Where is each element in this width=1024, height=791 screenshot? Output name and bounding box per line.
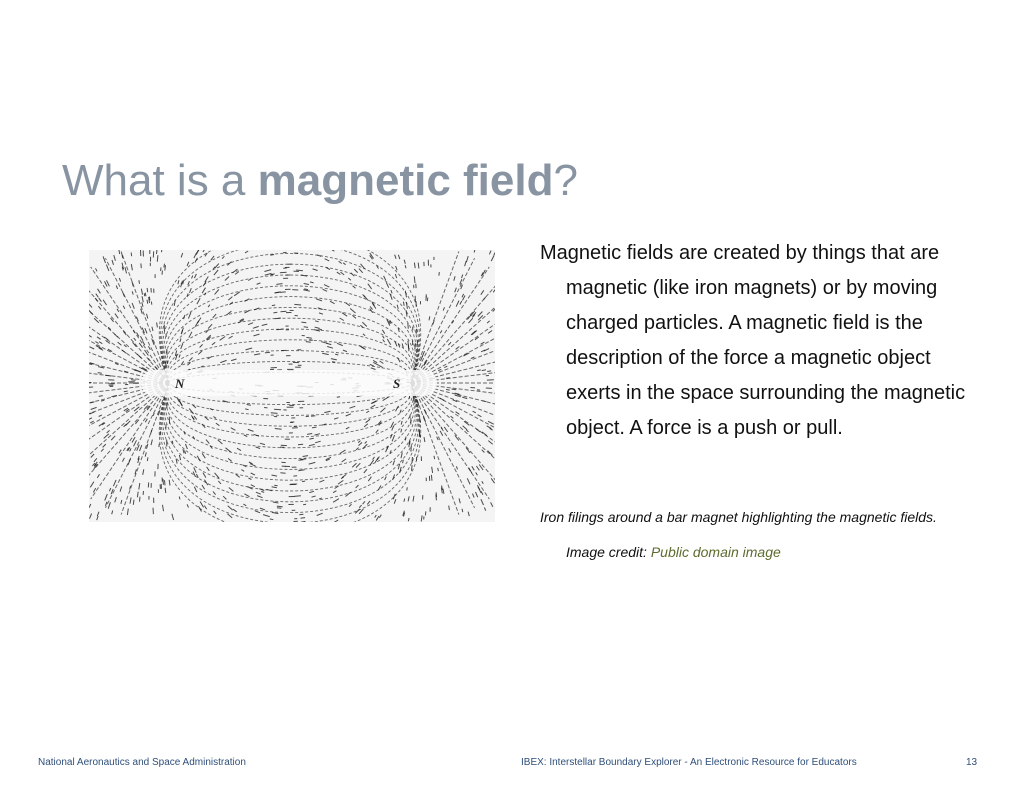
- iron-filing: [301, 518, 306, 519]
- footer-organization: National Aeronautics and Space Administration: [38, 757, 246, 768]
- iron-filing: [98, 373, 102, 374]
- iron-filing: [408, 345, 409, 352]
- iron-filing: [275, 318, 281, 319]
- iron-filing: [446, 389, 450, 390]
- iron-filing: [415, 343, 416, 349]
- iron-filing: [309, 340, 313, 341]
- iron-filing: [418, 263, 419, 269]
- iron-filing: [124, 391, 128, 392]
- iron-filing: [409, 441, 410, 447]
- iron-filings-figure: [89, 250, 495, 522]
- title-emphasis: magnetic field: [257, 156, 554, 205]
- iron-filing: [275, 429, 282, 430]
- iron-filing: [133, 500, 134, 505]
- iron-filing: [144, 293, 145, 296]
- iron-filing: [477, 370, 481, 371]
- iron-filing: [487, 371, 491, 372]
- iron-filing: [147, 457, 148, 461]
- iron-filing: [438, 468, 439, 471]
- image-caption: [540, 500, 960, 570]
- iron-filing: [160, 431, 161, 435]
- iron-filing: [294, 304, 301, 305]
- iron-filing: [165, 265, 166, 270]
- iron-filing: [417, 340, 418, 345]
- iron-filing: [304, 289, 308, 290]
- north-pole-label: N: [175, 376, 185, 391]
- iron-filing: [277, 329, 284, 330]
- iron-filing: [272, 305, 275, 306]
- image-credit-link[interactable]: Public domain image: [650, 544, 781, 560]
- iron-filing: [304, 327, 308, 328]
- iron-filing: [145, 293, 146, 297]
- footer-resource-title: IBEX: Interstellar Boundary Explorer - An Electronic Resource for Educators: [521, 757, 857, 768]
- iron-filing: [446, 378, 450, 379]
- body-paragraph: Magnetic fields are created by things that are magnetic (like iron magnets) or by moving charged particles. A magnetic field is the description of the force a magnetic object exerts in the space surrounding the magnetic object. A force is a push or pull.: [540, 242, 966, 439]
- iron-filing: [414, 276, 415, 283]
- iron-filing: [431, 475, 432, 481]
- south-pole-label: S: [393, 376, 401, 391]
- iron-filing: [140, 497, 141, 502]
- iron-filing: [311, 416, 315, 417]
- iron-filing: [165, 488, 166, 493]
- iron-filing: [271, 413, 278, 414]
- iron-filing: [407, 487, 408, 490]
- iron-filing: [337, 397, 340, 398]
- iron-filing: [277, 508, 281, 509]
- caption-text: Iron filings around a bar magnet highlighting the magnetic fields. Image credit:: [540, 509, 937, 560]
- iron-filing: [172, 441, 173, 445]
- iron-filing: [408, 323, 409, 329]
- iron-filing: [164, 264, 165, 268]
- page-number: 13: [966, 757, 978, 768]
- iron-filing: [147, 300, 148, 304]
- iron-filing: [299, 514, 303, 515]
- iron-filing: [280, 292, 286, 293]
- iron-filing: [147, 288, 148, 292]
- iron-filing: [301, 322, 306, 323]
- iron-filing: [302, 481, 305, 482]
- slide-title: [62, 155, 578, 207]
- iron-filing: [403, 460, 404, 464]
- iron-filing: [306, 342, 311, 343]
- iron-filing: [165, 480, 166, 485]
- iron-filing: [298, 444, 303, 445]
- iron-filings-illustration: [89, 250, 495, 522]
- iron-filing: [265, 352, 270, 353]
- iron-filing: [449, 506, 450, 511]
- iron-filing: [332, 362, 335, 363]
- iron-filing: [274, 485, 277, 486]
- title-suffix: ?: [553, 156, 578, 205]
- iron-filing: [412, 465, 413, 471]
- iron-filing: [452, 389, 457, 390]
- title-prefix: What is a: [62, 156, 258, 205]
- iron-filing: [273, 312, 277, 313]
- iron-filing: [139, 280, 140, 284]
- iron-filing: [298, 460, 303, 461]
- iron-filing: [157, 255, 158, 262]
- iron-filing: [280, 272, 287, 273]
- iron-filing: [303, 504, 306, 505]
- iron-filing: [434, 456, 435, 459]
- iron-filing: [167, 402, 168, 408]
- iron-filing: [294, 496, 301, 497]
- iron-filing: [405, 437, 406, 441]
